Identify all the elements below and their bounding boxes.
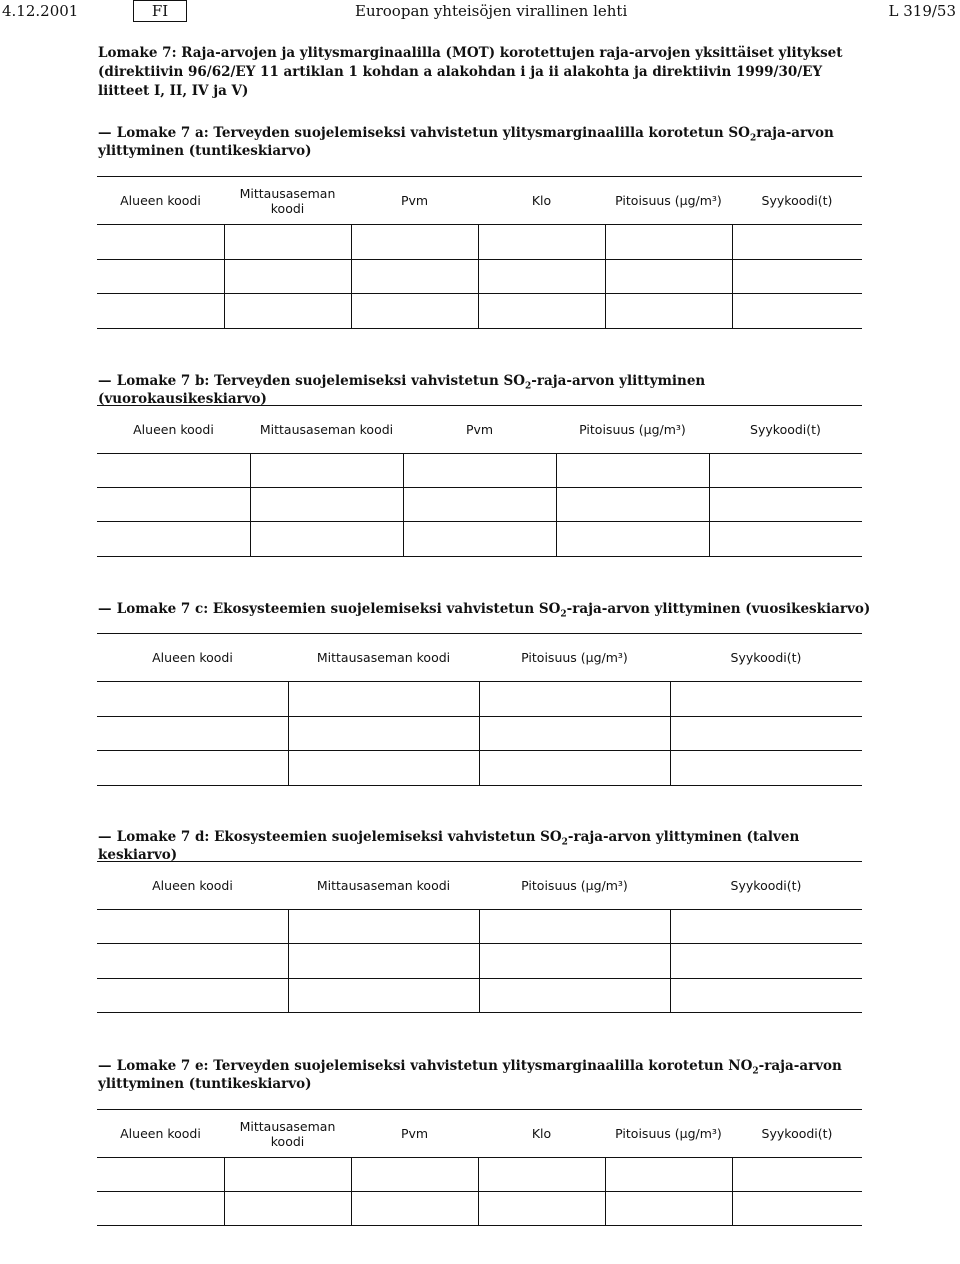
input-cell[interactable] (250, 488, 403, 522)
table-row (97, 260, 862, 294)
input-cell[interactable] (556, 522, 709, 557)
input-cell[interactable] (224, 225, 351, 260)
input-cell[interactable] (732, 225, 862, 260)
input-cell[interactable] (97, 717, 288, 751)
input-cell[interactable] (732, 294, 862, 329)
input-cell[interactable] (670, 717, 862, 751)
page-number: L 319/53 (888, 2, 956, 20)
input-cell[interactable] (224, 1192, 351, 1226)
table-row (97, 910, 862, 944)
input-cell[interactable] (478, 225, 605, 260)
input-cell[interactable] (605, 294, 732, 329)
table-row (97, 522, 862, 557)
input-cell[interactable] (479, 717, 670, 751)
column-header: Pvm (351, 1110, 478, 1158)
journal-name: Euroopan yhteisöjen virallinen lehti (355, 2, 628, 20)
input-cell[interactable] (403, 522, 556, 557)
input-cell[interactable] (97, 260, 224, 294)
table-row (97, 1192, 862, 1226)
column-header: Mittausaseman koodi (224, 177, 351, 225)
dash-marker: — (98, 373, 112, 389)
table-row (97, 979, 862, 1013)
table-header-row (97, 406, 862, 454)
input-cell[interactable] (97, 225, 224, 260)
input-cell[interactable] (97, 1192, 224, 1226)
input-cell[interactable] (478, 294, 605, 329)
input-cell[interactable] (556, 454, 709, 488)
publication-date: 4.12.2001 (2, 2, 79, 20)
column-header: Mittausaseman koodi (250, 406, 403, 454)
input-cell[interactable] (605, 1158, 732, 1192)
input-cell[interactable] (479, 910, 670, 944)
input-cell[interactable] (224, 294, 351, 329)
column-header: Pitoisuus (µg/m³) (479, 862, 670, 910)
input-cell[interactable] (556, 488, 709, 522)
section-title-7d: — Lomake 7 d: Ekosysteemien suojelemiseksi vahvistetun $SO_2-raja$-arvon ylittyminen (talven keskiarvo) (98, 829, 800, 863)
table-7e (97, 1109, 862, 1226)
input-cell[interactable] (97, 751, 288, 786)
table-row (97, 294, 862, 329)
input-cell[interactable] (670, 910, 862, 944)
input-cell[interactable] (351, 294, 478, 329)
table-row (97, 454, 862, 488)
table-row (97, 225, 862, 260)
column-header: Alueen koodi (97, 177, 224, 225)
input-cell[interactable] (351, 1192, 478, 1226)
column-header: Klo (478, 1110, 605, 1158)
input-cell[interactable] (670, 944, 862, 979)
input-cell[interactable] (97, 454, 250, 488)
dash-marker: — (98, 829, 112, 845)
input-cell[interactable] (351, 225, 478, 260)
input-cell[interactable] (605, 1192, 732, 1226)
input-cell[interactable] (670, 682, 862, 717)
dash-marker: — (98, 1058, 112, 1074)
column-header: Pitoisuus (µg/m³) (605, 177, 732, 225)
section-title-7e: — Lomake 7 e: Terveyden suojelemiseksi vahvistetun ylitysmarginaalilla korotetun $NO_2-raja$-arvon ylittyminen (tuntikeskiarvo) (98, 1058, 842, 1092)
column-header: Pitoisuus (µg/m³) (556, 406, 709, 454)
column-header: Pitoisuus (µg/m³) (605, 1110, 732, 1158)
input-cell[interactable] (97, 488, 250, 522)
input-cell[interactable] (732, 1192, 862, 1226)
input-cell[interactable] (479, 682, 670, 717)
input-cell[interactable] (479, 944, 670, 979)
table-row (97, 1158, 862, 1192)
form-main-title: Lomake 7: Raja-arvojen ja ylitysmarginaalilla (MOT) korotettujen raja-arvojen yksittäiset ylitykset (direktiivin 96/62/EY 11 artiklan 1 kohdan a alakohdan i ja ii alakohta ja direktiivin 1999/30/EY liitteet I, II, IV ja V) (98, 45, 843, 99)
input-cell[interactable] (403, 454, 556, 488)
column-header: Alueen koodi (97, 1110, 224, 1158)
input-cell[interactable] (97, 944, 288, 979)
table-7d (97, 861, 862, 1013)
input-cell[interactable] (403, 488, 556, 522)
input-cell[interactable] (288, 910, 479, 944)
input-cell[interactable] (224, 260, 351, 294)
column-header: Pvm (403, 406, 556, 454)
column-header: Klo (478, 177, 605, 225)
table-header-row (97, 177, 862, 225)
column-header: Mittausaseman koodi (224, 1110, 351, 1158)
input-cell[interactable] (732, 1158, 862, 1192)
column-header: Pitoisuus (µg/m³) (479, 634, 670, 682)
input-cell[interactable] (224, 1158, 351, 1192)
input-cell[interactable] (479, 751, 670, 786)
input-cell[interactable] (250, 454, 403, 488)
input-cell[interactable] (351, 1158, 478, 1192)
input-cell[interactable] (97, 682, 288, 717)
table-7a (97, 176, 862, 329)
input-cell[interactable] (288, 751, 479, 786)
input-cell[interactable] (605, 225, 732, 260)
dash-marker: — (98, 601, 112, 617)
column-header: Syykoodi(t) (670, 862, 862, 910)
table-row (97, 944, 862, 979)
input-cell[interactable] (709, 488, 862, 522)
table-header-row (97, 862, 862, 910)
input-cell[interactable] (97, 294, 224, 329)
page-header (0, 0, 960, 24)
table-row (97, 682, 862, 717)
table-row (97, 488, 862, 522)
input-cell[interactable] (288, 682, 479, 717)
input-cell[interactable] (670, 751, 862, 786)
input-cell[interactable] (670, 979, 862, 1013)
column-header: Pvm (351, 177, 478, 225)
table-7b (97, 405, 862, 557)
input-cell[interactable] (478, 1158, 605, 1192)
input-cell[interactable] (479, 979, 670, 1013)
column-header: Alueen koodi (97, 862, 288, 910)
input-cell[interactable] (250, 522, 403, 557)
input-cell[interactable] (288, 717, 479, 751)
column-header: Mittausaseman koodi (288, 634, 479, 682)
table-header-row (97, 1110, 862, 1158)
column-header: Syykoodi(t) (670, 634, 862, 682)
input-cell[interactable] (478, 1192, 605, 1226)
input-cell[interactable] (478, 260, 605, 294)
column-header: Mittausaseman koodi (288, 862, 479, 910)
input-cell[interactable] (97, 910, 288, 944)
table-row (97, 717, 862, 751)
input-cell[interactable] (351, 260, 478, 294)
section-title-7c: — Lomake 7 c: Ekosysteemien suojelemiseksi vahvistetun $SO_2-raja$-arvon ylittyminen (vuosikeskiarvo) (98, 601, 871, 620)
table-row (97, 751, 862, 786)
section-title-7a: — Lomake 7 a: Terveyden suojelemiseksi vahvistetun ylitysmarginaalilla korotetun $SO_2raja$-arvon ylittyminen (tuntikeskiarvo) (98, 125, 834, 159)
column-header: Alueen koodi (97, 406, 250, 454)
table-7c (97, 633, 862, 786)
language-badge: FI (133, 0, 187, 22)
input-cell[interactable] (97, 522, 250, 557)
input-cell[interactable] (709, 454, 862, 488)
input-cell[interactable] (288, 979, 479, 1013)
column-header: Syykoodi(t) (709, 406, 862, 454)
input-cell[interactable] (288, 944, 479, 979)
input-cell[interactable] (732, 260, 862, 294)
table-header-row (97, 634, 862, 682)
column-header: Syykoodi(t) (732, 1110, 862, 1158)
input-cell[interactable] (605, 260, 732, 294)
dash-marker: — (98, 125, 112, 141)
column-header: Syykoodi(t) (732, 177, 862, 225)
column-header: Alueen koodi (97, 634, 288, 682)
input-cell[interactable] (97, 979, 288, 1013)
input-cell[interactable] (97, 1158, 224, 1192)
section-title-7b: — Lomake 7 b: Terveyden suojelemiseksi vahvistetun $SO_2-raja$-arvon ylittyminen (vuorokausikeskiarvo) (98, 373, 706, 407)
input-cell[interactable] (709, 522, 862, 557)
